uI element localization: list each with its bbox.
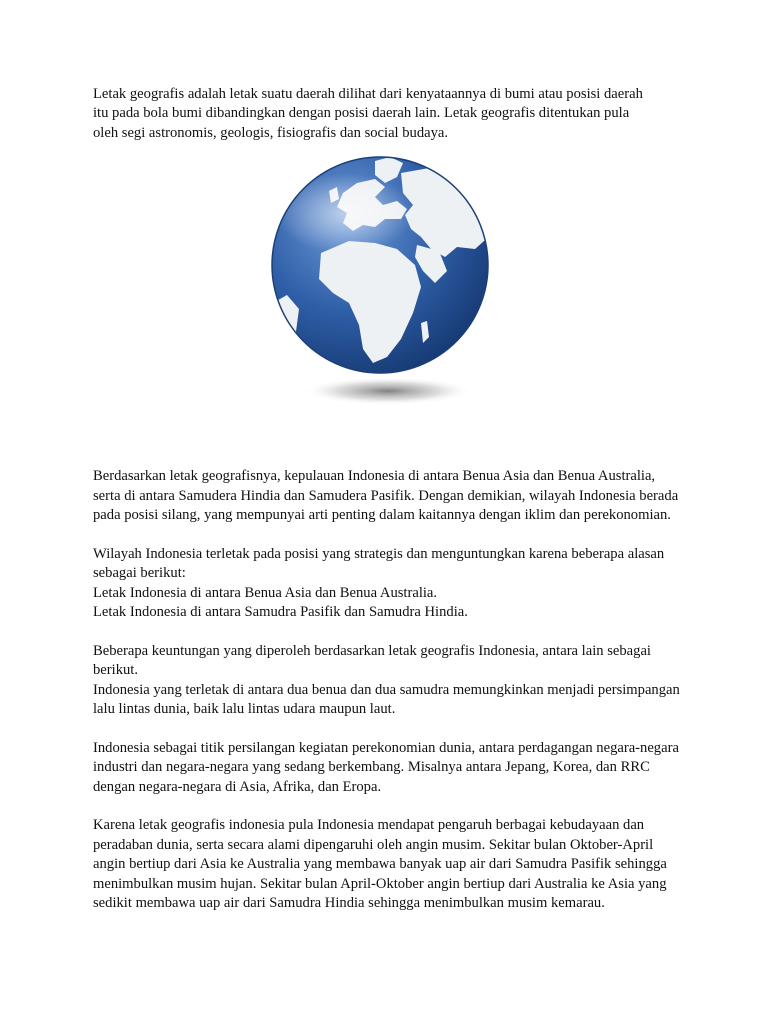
paragraph-position: Berdasarkan letak geografisnya, kepulauan Indonesia di antara Benua Asia dan Benua Australia, serta di antara Samudera Hindia dan Samudera Pasifik. Dengan demikian, wilayah Indonesia berada pada posisi silang, yang mempunyai arti penting dalam kaitannya dengan iklim dan perekonomian.: [93, 468, 679, 524]
paragraph-strategic-line-1: Letak Indonesia di antara Benua Asia dan Benua Australia.: [93, 584, 438, 601]
paragraph-benefits-line-1: Indonesia yang terletak di antara dua benua dan dua samudra memungkinkan menjadi persimpangan lalu lintas dunia, baik lalu lintas udara maupun laut.: [93, 681, 680, 718]
globe-shadow: [303, 377, 473, 405]
paragraph-benefits-intro: Beberapa keuntungan yang diperoleh berdasarkan letak geografis Indonesia, antara lain sebagai berikut.: [93, 642, 651, 679]
document-page: [93, 85, 683, 914]
paragraph-economy: Indonesia sebagai titik persilangan kegiatan perekonomian dunia, antara perdagangan negara-negara industri dan negara-negara yang sedang berkembang. Misalnya antara Jepang, Korea, dan RRC dengan negara-negara di Asia, Afrika, dan Eropa.: [93, 739, 679, 795]
paragraph-strategic-intro: Wilayah Indonesia terletak pada posisi yang strategis dan menguntungkan karena beberapa alasan sebagai berikut:: [93, 545, 665, 582]
paragraph-strategic-line-2: Letak Indonesia di antara Samudra Pasifik dan Samudra Hindia.: [93, 604, 468, 621]
paragraph-climate: Karena letak geografis indonesia pula Indonesia mendapat pengaruh berbagai kebudayaan dan peradaban dunia, serta secara alami dipengaruhi oleh angin musim. Sekitar bulan Oktober-April angin bertiup dari Asia ke Australia yang membawa banyak uap air dari Samudra Pasifik sehingga menimbulkan musim hujan. Sekitar bulan April-Oktober angin bertiup dari Australia ke Asia yang sedikit membawa uap air dari Samudra Hindia sehingga menimbulkan musim kemarau.: [93, 817, 667, 912]
intro-paragraph: Letak geografis adalah letak suatu daerah dilihat dari kenyataannya di bumi atau posisi daerah itu pada bola bumi dibandingkan dengan posisi daerah lain. Letak geografis ditentukan pula oleh segi astronomis, geologis, fisiografis dan social budaya.: [93, 86, 643, 141]
globe-illustration: [0, 153, 768, 453]
globe-icon: [225, 153, 535, 423]
